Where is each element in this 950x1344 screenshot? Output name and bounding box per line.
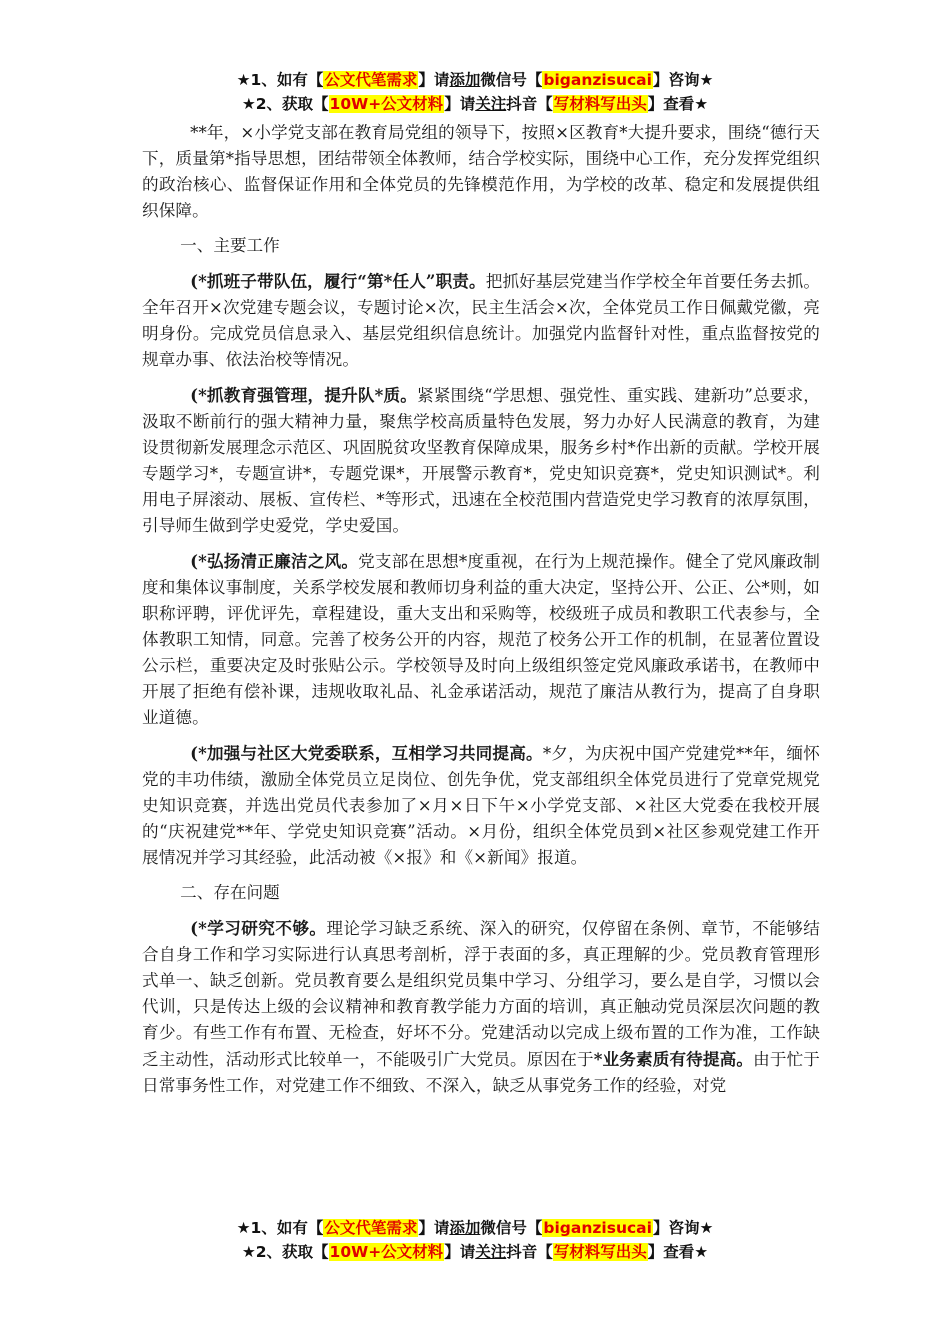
paragraph-text: 理论学习缺乏系统、深入的研究，仅停留在条例、章节，不能够结合自身工作和学习实际进行认真思考剖析，浮于表面的多，真正理解的少。党员教育管理形式单一、缺乏创新。党员教育要么是组织党员集中学习、分组学习，要么是自学，习惯以会代训，只是传达上级的会议精神和教育教学能力方面的培训，真正触动党员深层次问题的教育少。有些工作有布置、无检查，好坏不分。党建活动以完成上级布置的工作为准，工作缺乏主动性，活动形式比较单一，不能吸引广大党员。原因在于	[142, 919, 820, 1069]
banner-underline-follow: 关注	[475, 95, 507, 113]
paragraph-text: 党支部在思想*度重视，在行为上规范操作。健全了党风廉政制度和集体议事制度，关系学校发展和教师切身利益的重大决定，坚持公开、公正、公*则，如职称评聘，评优评先，章程建设，重大支出和采购等，校级班子成员和教职工代表参与，全体教职工知情，同意。完善了校务公开的内容，规范了校务公开工作的机制，在显著位置设公示栏，重要决定及时张贴公示。学校领导及时向上级组织签定党风廉政承诺书，在教师中开展了拒绝有偿补课，违规收取礼品、礼金承诺活动，规范了廉洁从教行为，提高了自身职业道德。	[142, 552, 820, 727]
banner-text: 】咨询★	[652, 1219, 714, 1237]
banner-text: 】请	[444, 1243, 476, 1261]
paragraph-lead: (*抓班子带队伍，履行“第*任人”职责。	[190, 271, 486, 291]
banner-highlight-douyin: 写材料写出头	[553, 1243, 647, 1261]
banner-text: ★2、获取【	[241, 95, 329, 113]
banner-underline-follow: 关注	[475, 1243, 507, 1261]
paragraph-bold-phrase: *业务素质有待提高。	[593, 1049, 754, 1069]
paragraph-text: *夕，为庆祝中国产党建党**年，缅怀党的丰功伟绩，激励全体党员立足岗位、创先争优，党支部组织全体党员进行了党章党规党史知识竞赛，并选出党员代表参加了×月×日下午×小学党支部、×社区大党委在我校开展的“庆祝建党**年、学党史知识竞赛”活动。×月份，组织全体党员到×社区参观党建工作开展情况并学习其经验，此活动被《×报》和《×新闻》报道。	[142, 744, 820, 867]
banner-line-1	[0, 68, 950, 92]
header-banner	[0, 68, 950, 116]
banner-underline-add: 添加	[449, 71, 481, 89]
banner-highlight-materials: 10W+公文材料	[329, 1243, 444, 1261]
banner-highlight-service: 公文代笔需求	[324, 1219, 418, 1237]
banner-text: 】请	[444, 95, 476, 113]
banner-highlight-douyin: 写材料写出头	[553, 95, 647, 113]
intro-paragraph: **年，×小学党支部在教育局党组的领导下，按照×区教育*大提升要求，围绕“德行天下，质量第*指导思想，团结带领全体教师，结合学校实际，围绕中心工作，充分发挥党组织的政治核心、监督保证作用和全体党员的先锋模范作用，为学校的改革、稳定和发展提供组织保障。	[142, 123, 820, 220]
banner-text: ★1、如有【	[236, 71, 324, 89]
paragraph-education-management	[142, 382, 820, 539]
paragraph-team-building	[142, 268, 820, 373]
document-body	[142, 120, 820, 1172]
banner-text: 微信号【	[480, 71, 543, 89]
banner-text: 抖音【	[506, 1243, 553, 1261]
paragraph-study-insufficient	[142, 915, 820, 1099]
paragraph-integrity	[142, 548, 820, 731]
section-heading-main-work: 一、主要工作	[180, 236, 280, 255]
banner-text: 抖音【	[506, 95, 553, 113]
banner-highlight-wechat: biganzisucai	[543, 1219, 652, 1237]
banner-text: 】请	[418, 1219, 450, 1237]
banner-text: 】查看★	[647, 1243, 709, 1261]
section-heading-problems: 二、存在问题	[180, 883, 280, 902]
banner-text: 】查看★	[647, 95, 709, 113]
banner-line-1	[0, 1216, 950, 1240]
banner-text: ★1、如有【	[236, 1219, 324, 1237]
paragraph-lead: (*弘扬清正廉洁之风。	[190, 551, 359, 571]
banner-line-2	[0, 1240, 950, 1264]
banner-highlight-materials: 10W+公文材料	[329, 95, 444, 113]
banner-line-2	[0, 92, 950, 116]
paragraph-lead: (*抓教育强管理，提升队*质。	[190, 385, 418, 405]
banner-text: 】咨询★	[652, 71, 714, 89]
paragraph-lead: (*加强与社区大党委联系，互相学习共同提高。	[190, 743, 543, 763]
banner-highlight-wechat: biganzisucai	[543, 71, 652, 89]
paragraph-community-link	[142, 740, 820, 871]
banner-underline-add: 添加	[449, 1219, 481, 1237]
paragraph-lead: (*学习研究不够。	[190, 918, 327, 938]
paragraph-text: 由于忙于日常事务性工作，对党建工作不细致、不深入，缺乏从事党务工作的经验，对党	[142, 1050, 820, 1095]
paragraph-text: 把抓好基层党建当作学校全年首要任务去抓。全年召开×次党建专题会议，专题讨论×次，民主生活会×次，全体党员工作日佩戴党徽，亮明身份。完成党员信息录入、基层党组织信息统计。加强党内监督针对性，重点监督按党的规章办事、依法治校等情况。	[142, 272, 820, 369]
footer-banner	[0, 1216, 950, 1264]
banner-text: 微信号【	[480, 1219, 543, 1237]
banner-text: ★2、获取【	[241, 1243, 329, 1261]
paragraph-text: 紧紧围绕“学思想、强党性、重实践、建新功”总要求，汲取不断前行的强大精神力量，聚焦学校高质量特色发展，努力办好人民满意的教育，为建设贯彻新发展理念示范区、巩固脱贫攻坚教育保障成果，服务乡村*作出新的贡献。学校开展专题学习*，专题宣讲*，专题党课*，开展警示教育*，党史知识竞赛*，党史知识测试*。利用电子屏滚动、展板、宣传栏、*等形式，迅速在全校范围内营造党史学习教育的浓厚氛围，引导师生做到学史爱党，学史爱国。	[142, 386, 820, 535]
banner-highlight-service: 公文代笔需求	[324, 71, 418, 89]
banner-text: 】请	[418, 71, 450, 89]
